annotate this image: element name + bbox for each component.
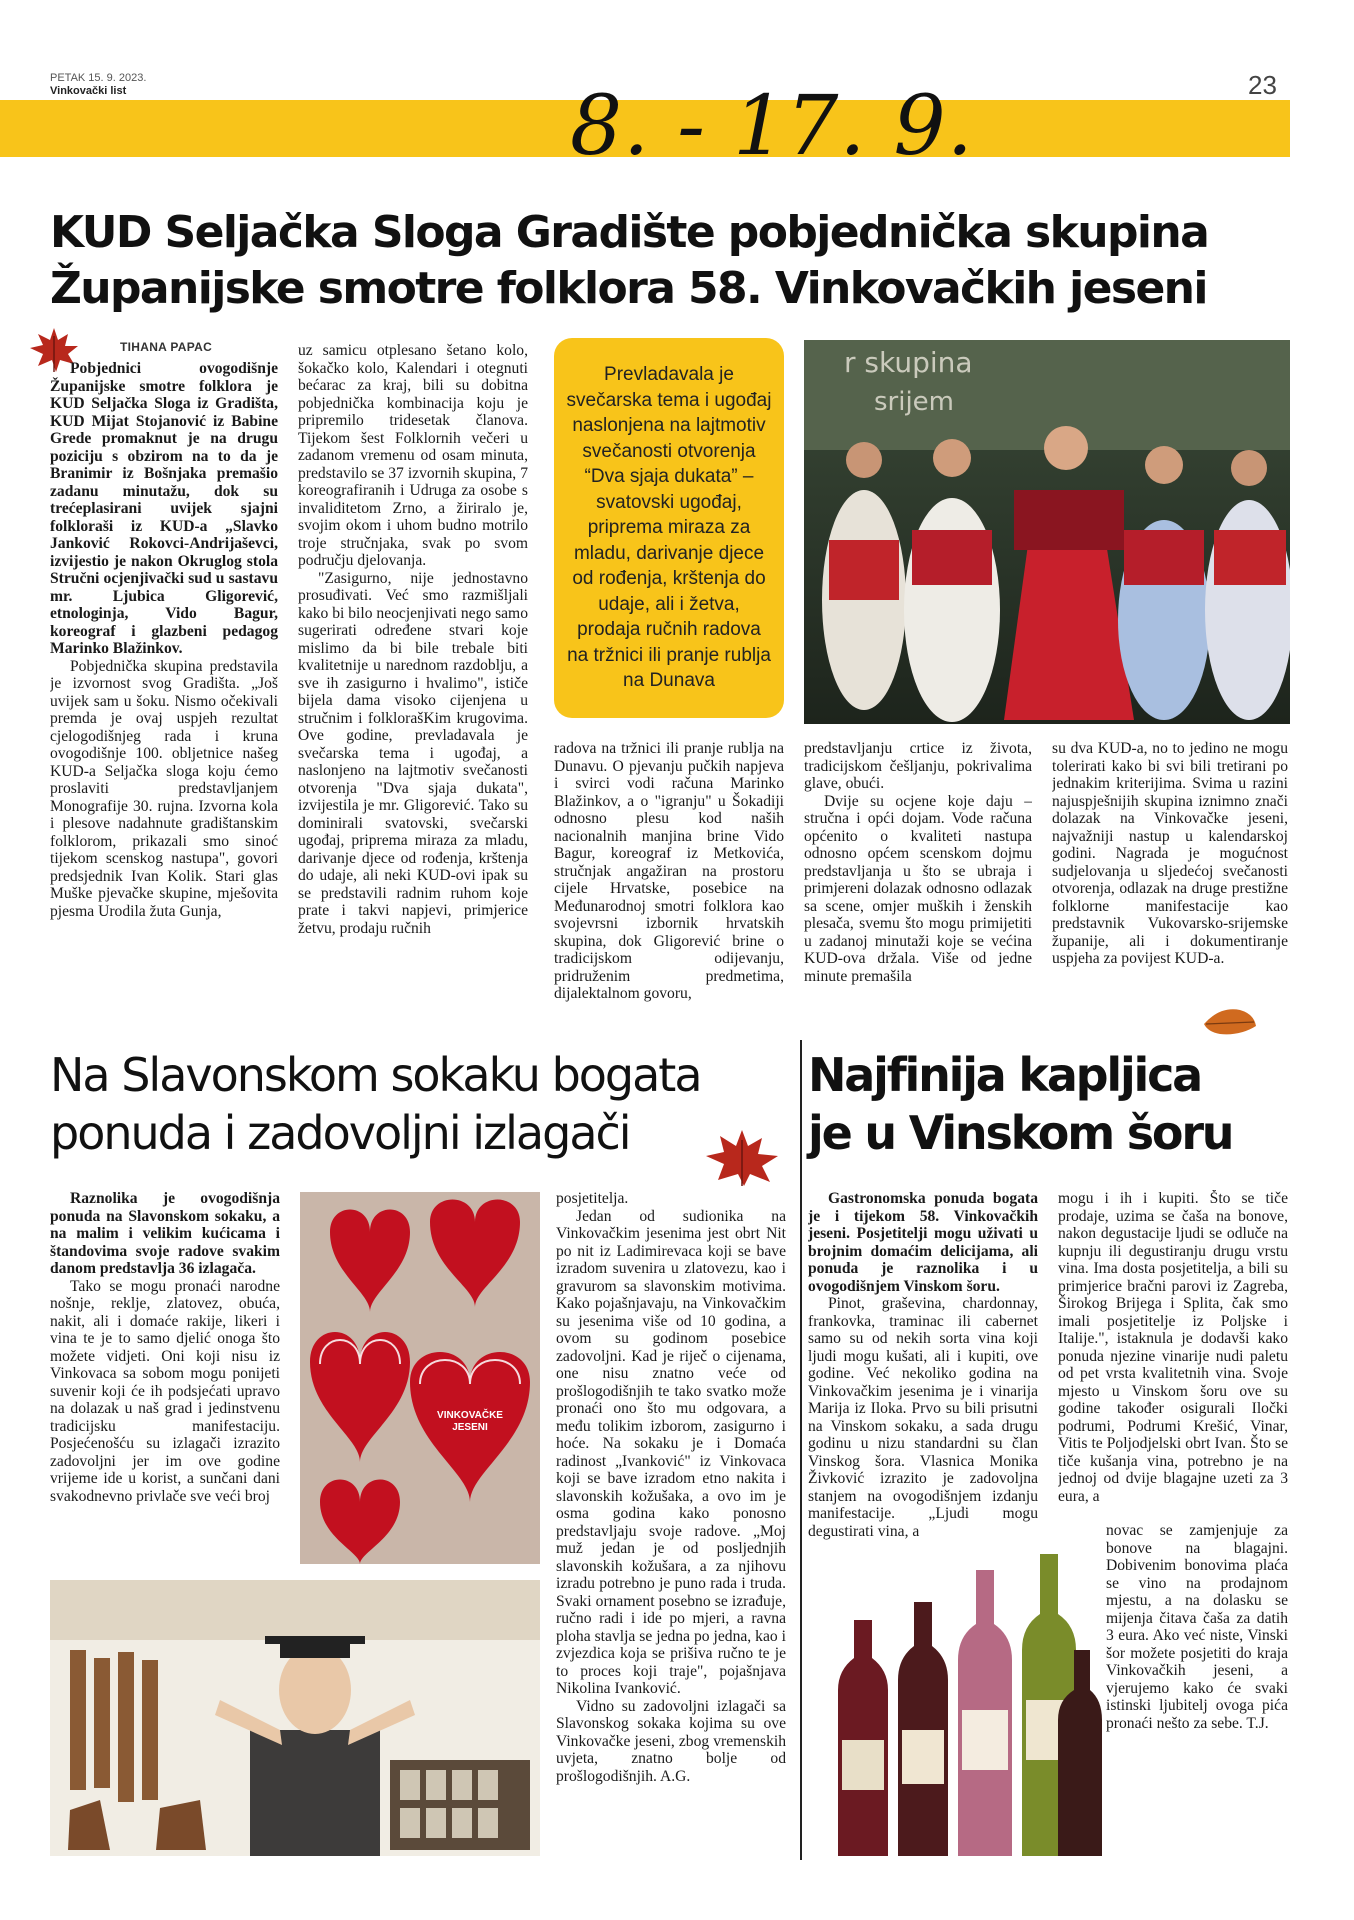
article1-column-3 bbox=[554, 740, 784, 1012]
article1-lead: Pobjednici ovogodišnje Županijske smotre folklora je KUD Seljačka Sloga iz Gradišta, KUD Mijat Stojanović iz Babine Grede promaknut je na drugu poziciju s obzirom na to da je Branimir iz Bošnjaka premašio zadanu minutažu, dok su trećeplasirani uvijek sjajni folkloraši iz KUD-a „Slavko Janković Rokovci-Andrijaševci, izvijestio je nakon Okruglog stola Stručni ocjenjivački sud u sastavu mr. Ljubica Gligorević, etnologinja, Vido Bagur, koreograf i glazbeni pedagog Marinko Blažinkov. bbox=[50, 360, 278, 657]
article3-column-2 bbox=[1058, 1190, 1288, 1520]
article2-paragraph: Tako se mogu pronaći narodne nošnje, reklje, zlatovez, obuća, nakit, ali i domaće rakije, likeri i vina te je to samo djelić onoga što možete vidjeti. Oni koji nisu iz Vinkovaca sa sobom mogu ponijeti suvenir koji će ih podsjećati upravo na dolazak u naš grad i jedinstvenu tradicijsku manifestaciju. Posjećenošću su izlagači izrazito zadovoljni jer im ove godine vrijeme ide u korist, a sunčani dani svakodnevno privlače sve veći broj bbox=[50, 1277, 280, 1505]
article2-paragraph: Vidno su zadovoljni izlagači sa Slavonskog sokaka kojima su ove Vinkovačke jeseni, zbog vremenskih uvjeta, znatno bolje od prošlogodišnjih. A.G. bbox=[556, 1697, 786, 1785]
article2-lead: Raznolika je ovogodišnja ponuda na Slavonskom sokaku, a na malim i velikim kućicama i štandovima svoje radove svakim danom predstavlja 36 izlagača. bbox=[50, 1190, 280, 1277]
article3-paragraph: novac se zamjenjuje za bonove na blagajni. Dobivenim bonovima plaća se vino na prodajnom mjestu, a na dolasku se mijenja čitava čaša za datih 3 eura. Ako već niste, Vinski šor možete posjetiti do kraja Vinkovačkih jeseni, a vjerujemo kako će svaki istinski ljubitelj ovoga pića pronaći nešto za sebe. T.J. bbox=[1106, 1522, 1288, 1732]
autumn-leaf-icon bbox=[1200, 1004, 1258, 1038]
headline-line-1: KUD Seljačka Sloga Gradište pobjednička skupina bbox=[50, 207, 1209, 258]
article1-column-2 bbox=[298, 342, 528, 1012]
headline-line-2: Županijske smotre folklora 58. Vinkovačkih jeseni bbox=[50, 263, 1207, 314]
article1-paragraph: predstavljanju crtice iz života, tradicijskom češljanju, pokrivalima glave, obući. bbox=[804, 740, 1032, 792]
svg-text:r skupina: r skupina bbox=[844, 346, 973, 379]
article3-headline-line-1: Najfinija kapljica bbox=[808, 1048, 1201, 1102]
article2-column-1 bbox=[50, 1190, 280, 1564]
wine-bottles-photo bbox=[808, 1540, 1102, 1856]
article1-paragraph: su dva KUD-a, no to jedino ne mogu tolerirati kako bi svi bili tretirani po jednakim kriterijima. Svima u razini najuspješnijih skupina iznimno znači dolazak na Vinkovačke jeseni, najvažniji nastup u kalendarskoj godini. Nagrada je mogućnost sudjelovanja u sljedećoj svečanosti otvorenja, odlazak na druge prestižne folklorne manifestacije kao predstavnik Vukovarsko-srijemske županije, ali i dokumentiranje uspjeha za povijest KUD-a. bbox=[1052, 740, 1288, 967]
article2-headline-line-2: ponuda i zadovoljni izlagači bbox=[50, 1106, 630, 1160]
article2-paragraph: Jedan od sudionika na Vinkovačkim jesenima jest obrt Nit po nit iz Ladimirevaca koji se bave izradom suvenira u zlatovezu, kao i gravurom sa slavonskim motivima. Kako pojašnjavaju, na Vinkovačkim su jesenima više od 10 godina, a ovom su godinom posebice zadovoljni. Kad je riječ o cijenama, one nisu znatno veće od prošlogodišnjih te tako svatko može pronaći ono što mu odgovara, a među tolikim izborom, zasigurno i hoće. Na sokaku je i Domaća radinost „Ivanković" iz Vinkovaca koji se bave izradom etno nakita i slavonskih kožušaka, a ovo im je osma godina kako ponosno predstavljaju svoje radove. „Moj muž jedan je od posljednjih slavonskih kožušara, a za njihovu izradu potrebno je puno rada i truda. Svaki ornament posebno se izrađuje, ručno radi i ide po mjeri, a ravna ploha stavlja se jedna po jedna, kao i zvjezdica koja se prišiva ručno te je to proces koji traje", pojašnjava Nikolina Ivanković. bbox=[556, 1207, 786, 1697]
folklore-group-photo bbox=[804, 340, 1290, 724]
article1-paragraph: radova na tržnici ili pranje rublja na Dunavu. O pjevanju pučkih napjeva i svirci vodi računa Marinko Blažinkov, a o "igranju" u Šokadiji odnosno plesu kod naših nacionalnih manjina brine Vido Bagur, koreograf iz Metkovića, stručnjak angažiran na prostoru cijele Hrvatske, posebice na Međunarodnoj smotri folklora kao svojevrsni izbornik hrvatskih skupina, dok Gligorević brine o tradicijskom odijevanju, pridruženim predmetima, dijalektalnom govoru, bbox=[554, 740, 784, 1002]
article2-headline-line-1: Na Slavonskom sokaku bogata bbox=[50, 1048, 701, 1102]
article1-paragraph: "Zasigurno, nije jednostavno prosuđivati. Već smo razmišljali kako bi bilo neocjenjivati nego samo sugerirati određene stvari koje mislimo da bi bile trebale biti kvalitetnije u narednom razdoblju, a sve ih zasigurno i hvalimo", ističe bijela dama visoko cijenjena u stručnim i folklorašKim krugovima. Ove godine, prevladavala je svečarska tema i ugođaj, a naslonjeno na lajtmotiv svečanosti otvorenja "Dva sjaja dukata", izvijestila je mr. Gligorević. Tako su dominirali svatovski, svečarski ugođaj, pripremа miraza za mladu, darivanje djece od rođenja, krštenja do udaje, ali neki KUD-ovi ipak su se predstavili radnim ruhom koje prate i takvi napjevi, primjerice žetvu, prodaju ručnih bbox=[298, 569, 528, 937]
article3-column-2-continued bbox=[1106, 1522, 1288, 1822]
article1-paragraph: Dvije su ocjene koje daju – stručna i opći dojam. Vode računa općenito o kvaliteti nastupa odnosno općem scenskom dojmu predstavljanja u što se ubraja i primjereni dolazak odnosno odlazak sa scene, omjer muških i ženskih plesača, svemu što mogu primijetiti u zadanoj minutaži koje se većina KUD-ova držala. Više od jedne minute premašila bbox=[804, 792, 1032, 985]
article1-paragraph: uz samicu otplesano šetano kolo, šokačko kolo, Kalendari i otegnuti bećarac za kraj, bili su dobitna pobjednička kombinacija koju je pripremilo tridesetak članova. Tijekom šest Folklornih večeri u zadanom vremenu od osam minuta, predstavilo se 37 izvornih skupina, 7 koreografiranih i Udruga za osobe s invaliditetom Zrno, a žiriralo je, svojim okom i uhom budno motrilo troje stručnjaka, svak po svom području djelovanja. bbox=[298, 342, 528, 569]
autumn-leaf-icon bbox=[704, 1128, 780, 1188]
festival-dates: 8. - 17. 9. bbox=[570, 79, 974, 174]
article3-lead: Gastronomska ponuda bogata je i tijekom 58. Vinkovačkih jeseni. Posjetitelji mogu uživati u brojnim domaćim delicijama, ali ponuda je raznolika i u ovogodišnjem Vinskom šoru. bbox=[808, 1190, 1038, 1295]
page-number: 23 bbox=[1248, 70, 1277, 100]
column-divider bbox=[800, 1040, 802, 1860]
svg-text:srijem: srijem bbox=[874, 387, 955, 417]
souvenir-vendor-photo bbox=[50, 1580, 540, 1856]
pull-quote: Prevladavala je svečarska tema i ugođaj naslonjena na lajtmotiv svečanosti otvorenja “Dva sjaja dukata” – svatovski ugođaj, priprema miraza za mladu, darivanje djece od rođenja, krštenja do udaje, ali i žetva, prodaja ručnih radova na tržnici ili pranje rublja na Dunava bbox=[554, 338, 784, 718]
article1-column-1 bbox=[50, 360, 278, 1012]
article1-column-4 bbox=[804, 740, 1032, 1012]
author-byline: TIHANA PAPAC bbox=[120, 340, 213, 354]
publication-name: Vinkovački list bbox=[50, 85, 127, 97]
issue-date: PETAK 15. 9. 2023. bbox=[50, 72, 147, 84]
article3-headline-line-2: je u Vinskom šoru bbox=[808, 1106, 1233, 1160]
article3-paragraph: Pinot, graševina, chardonnay, frankovka, traminac ili cabernet samo su od nekih sorta vina koji ljudi mogu kušati, ali i kupiti, ove godine. Već nekoliko godina na Vinkovačkim jesenima je i vinarija Marija iz Iloka. Prvo su bili prisutni na Vinskom sokaku, a sada drugu godinu u nizu standardni su član Vinskog šora. Vlasnica Monika Živković izrazito je zadovoljna stanjem na ovogodišnjem izdanju manifestacije. „Ljudi mogu degustirati vina, a bbox=[808, 1295, 1038, 1540]
article1-column-5 bbox=[1052, 740, 1288, 1012]
article2-column-2 bbox=[556, 1190, 786, 1856]
article3-paragraph: mogu i ih i kupiti. Što se tiče prodaje, uzima se čaša na bonove, nakon degustacije ljudi se odluče na kupnju ili degustiranju drugu vrstu vina. Ima dosta posjetitelja, a bili su primjerice bračni parovi iz Zagreba, Širokog Brijega i Splita, čak smo imali posjetitelje iz Poljske i Italije.", istaknula je dodavši kako ponuda njezine vinarije nudi paletu od pet vrsta kvalitetnih vina. Svoje mjesto u Vinskom šoru ove su godine također osigurali Iločki podrumi, Podrumi Krešić, Vinar, Vitis te Poljodjelski obrt Ivan. Što se tiče kušanja vina, potrebno je na jednoj od dvije blagajne uzeti za 3 eura, a bbox=[1058, 1190, 1288, 1505]
article2-paragraph: posjetitelja. bbox=[556, 1190, 629, 1207]
heart-inscription: VINKOVAČKE JESENI bbox=[437, 1410, 503, 1433]
article1-paragraph: Pobjednička skupina predstavila je izvornost svog Gradišta. „Još uvijek sam u šoku. Nismo očekivali premda je ovaj uspjeh rezultat cjelogodišnjeg rada i kruna ovogodišnje 100. obljetnice našeg KUD-a Seljačka sloga koju ćemo proslaviti predstavljanjem Monografije 30. rujna. Izvorna kola i plesove nadahnute gradištanskim folklorom, prikazali smo sinoć tijekom scenskog nastupa", govori predsjednik Ivan Kolik. Stari glas Muške pjevačke skupine, mješovita pjesma Urodila žuta Gunja, bbox=[50, 657, 278, 920]
article3-column-1 bbox=[808, 1190, 1038, 1540]
gingerbread-hearts-photo bbox=[300, 1192, 540, 1564]
